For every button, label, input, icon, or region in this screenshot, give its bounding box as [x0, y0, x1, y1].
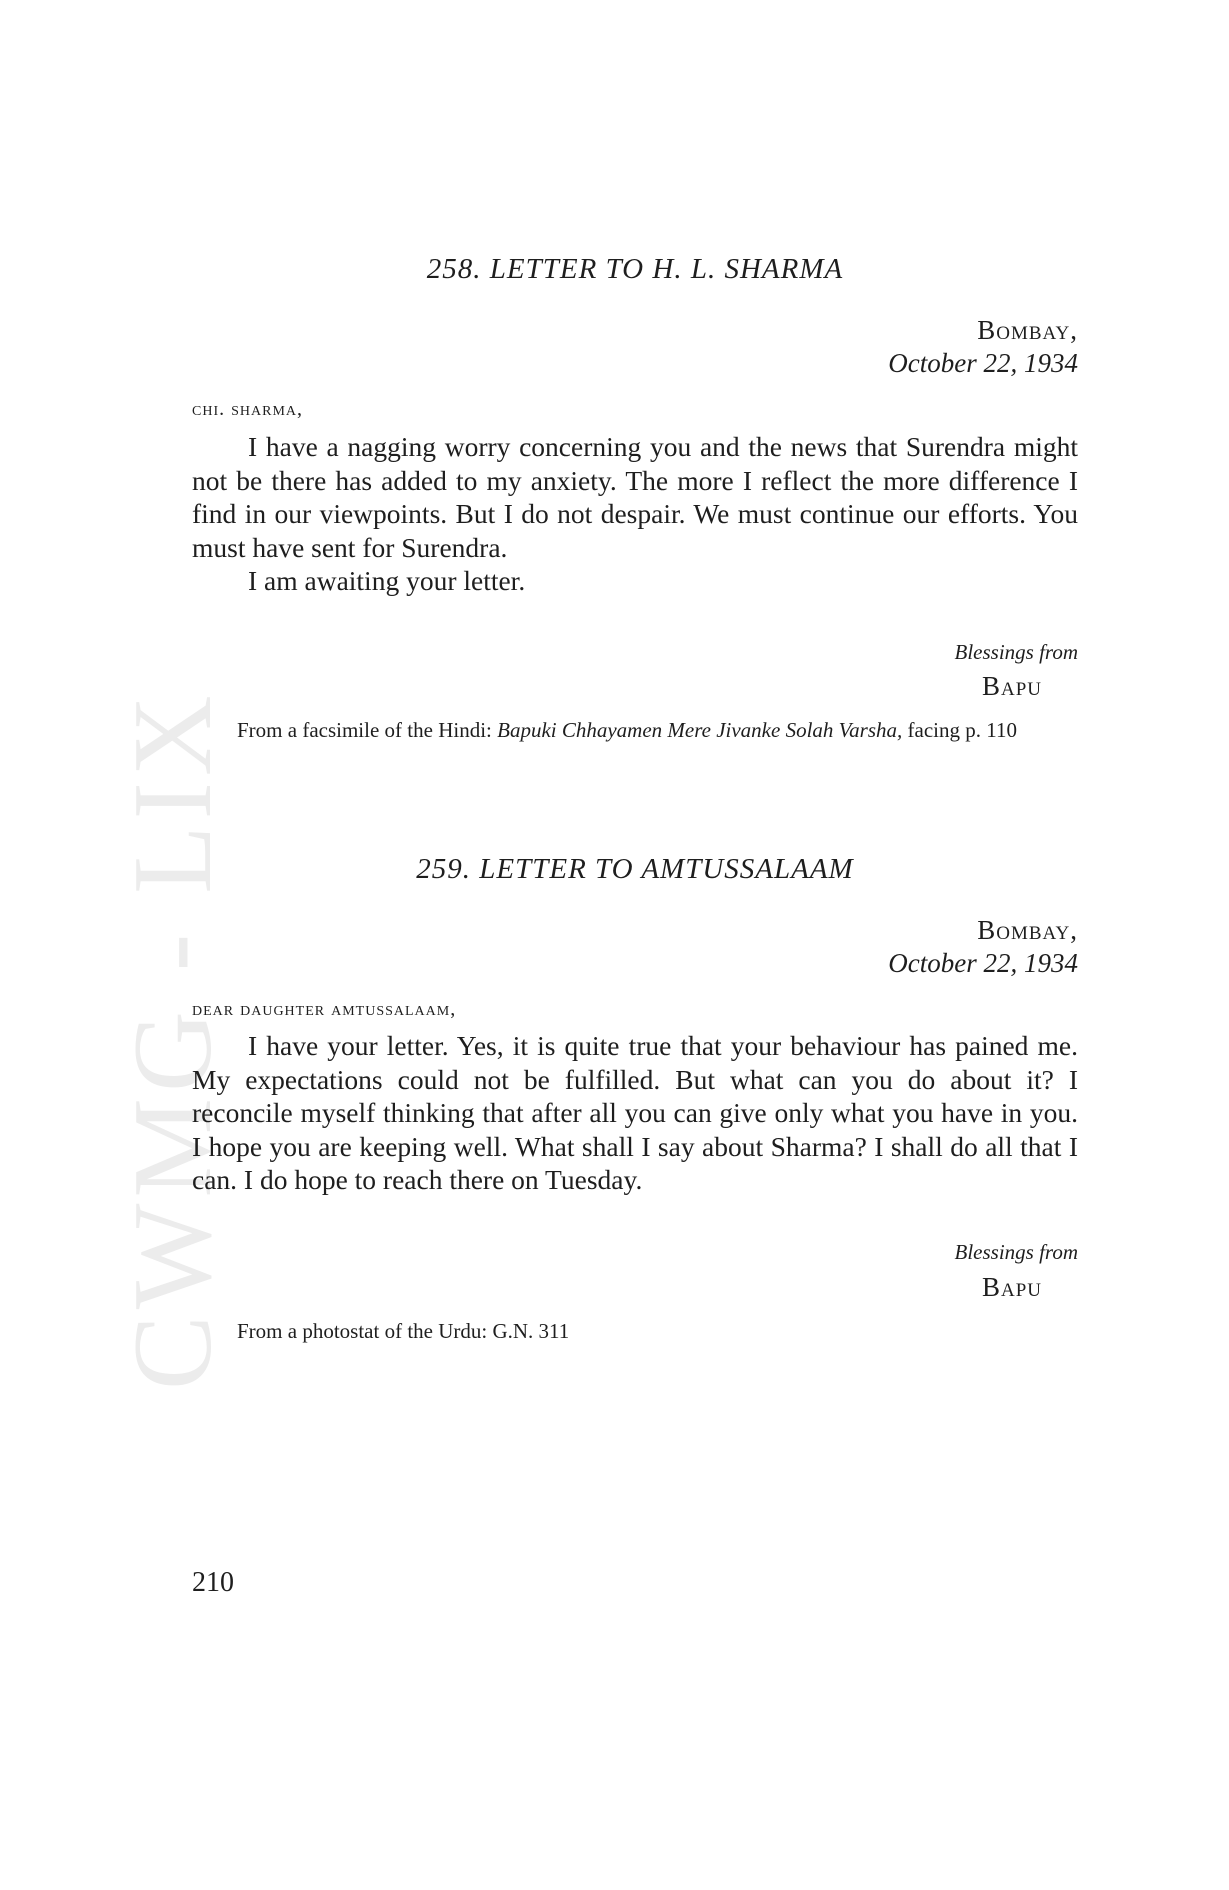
- letter-date-259: October 22, 1934: [888, 948, 1078, 978]
- letter-source-259: [192, 1315, 1078, 1348]
- letter-salutation-259: dear daughter amtussalaam,: [192, 998, 457, 1020]
- letter-signature-259: Bapu: [981, 1272, 1042, 1302]
- letter-date-258: October 22, 1934: [888, 348, 1078, 378]
- letter-place-259: Bombay,: [977, 915, 1078, 945]
- letter-heading-258: 258. LETTER TO H. L. SHARMA: [426, 253, 844, 285]
- letter-paragraph: I am awaiting your letter.: [248, 565, 526, 596]
- letter-heading-259: 259. LETTER TO AMTUSSALAAM: [416, 853, 854, 885]
- source-suffix: facing p. 110: [902, 718, 1017, 742]
- letter-body-259: [192, 1029, 1078, 1197]
- page-number: 210: [192, 1567, 234, 1598]
- watermark-text: CWMG - LIX: [111, 689, 235, 1390]
- letter-body-258: [192, 430, 1078, 598]
- letter-closing-259: Blessings from: [954, 1240, 1078, 1264]
- watermark: [111, 510, 235, 1390]
- source-prefix: From a photostat of the Urdu: G.N. 311: [237, 1319, 570, 1343]
- letter-paragraph: I have your letter. Yes, it is quite true that your behaviour has pained me. My expectations could not be fulfilled. But what can you do about it? I reconcile myself thinking that after all you can give only what you have in you. I hope you are keeping well. What shall I say about Sharma? I shall do all that I can. I do hope to reach there on Tuesday.: [192, 1030, 1078, 1195]
- letter-place-258: Bombay,: [977, 315, 1078, 345]
- letter-closing-258: Blessings from: [954, 640, 1078, 664]
- source-title: Bapuki Chhayamen Mere Jivanke Solah Varsha,: [497, 718, 903, 742]
- letter-paragraph: I have a nagging worry concerning you and the news that Surendra might not be there has added to my anxiety. The more I reflect the more difference I find in our viewpoints. But I do not despair. We must continue our efforts. You must have sent for Surendra.: [192, 431, 1078, 563]
- letter-signature-258: Bapu: [981, 671, 1042, 701]
- letter-source-258: [192, 714, 1078, 747]
- source-prefix: From a facsimile of the Hindi:: [237, 718, 498, 742]
- letter-salutation-258: chi. sharma,: [192, 398, 304, 420]
